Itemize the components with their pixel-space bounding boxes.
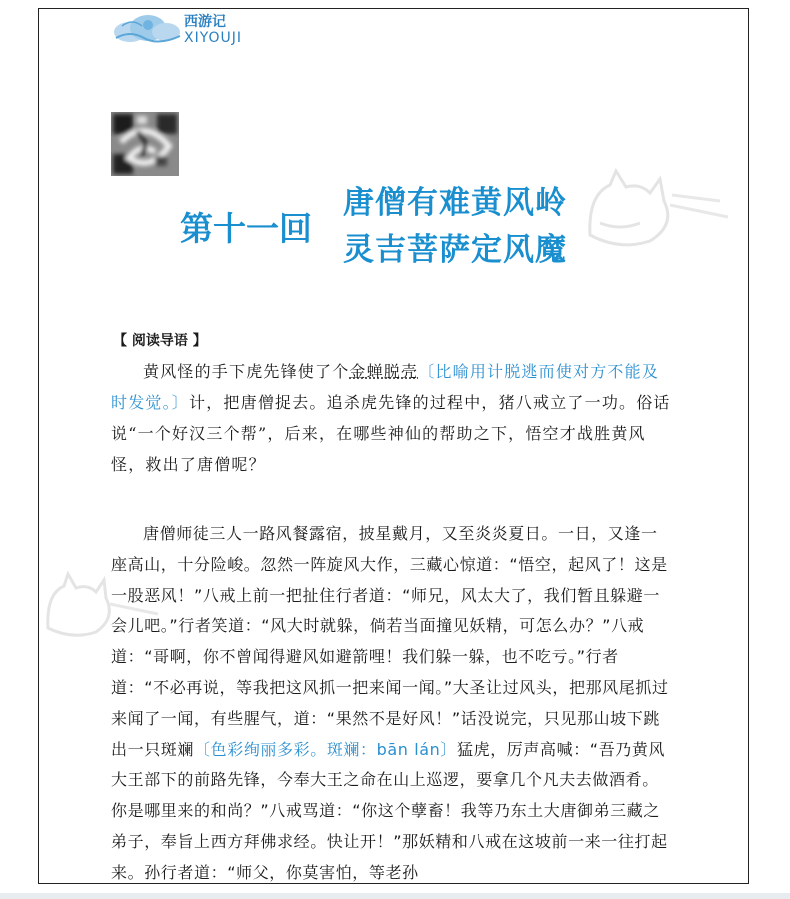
guide-text-1: 黄风怪的手下虎先锋使了个 (143, 362, 350, 381)
reading-guide-paragraph (111, 356, 671, 480)
book-title-cn: 西游记 (184, 14, 226, 30)
watermark-logo (580, 165, 730, 255)
story-annotation: 〔色彩绚丽多彩。斑斓：bān lán〕 (194, 739, 457, 759)
qr-code[interactable] (111, 112, 179, 176)
chapter-title-line-1: 唐僧有难黄风岭 (343, 185, 567, 221)
chapter-title-line-2: 灵吉菩萨定风魔 (343, 232, 567, 268)
story-paragraph (111, 519, 671, 889)
guide-text-2: 计，把唐僧捉去。追杀虎先锋的过程中，猪八戒立了一功。俗话说“一个好汉三个帮”，后来，在哪些神仙的帮助之下，悟空才战胜黄风怪，救出了唐僧呢？ (111, 393, 671, 474)
book-title-en: XIYOUJI (184, 30, 243, 46)
bottom-bar (0, 893, 790, 899)
story-text-2: 猛虎，厉声高喊：“吾乃黄风大王部下的前路先锋，今奉大王之命在山上巡逻，要拿几个凡夫去做酒肴。你是哪里来的和尚？”八戒骂道：“你这个孽畜！我等乃东土大唐御弟三藏之弟子，奉旨上西方拜佛求经。快让开！”那妖精和八戒在这坡前一来一往打起来。孙行者道：“师父，你莫害怕，等老孙 (111, 739, 668, 882)
header-logo (110, 10, 185, 48)
guide-term: 金蝉脱壳 (349, 362, 419, 381)
chapter-number: 第十一回 (180, 209, 312, 248)
story-text-1: 唐僧师徒三人一路风餐露宿，披星戴月，又至炎炎夏日。一日，又逢一座高山，十分险峻。忽然一阵旋风大作，三藏心惊道：“悟空，起风了！这是一股恶风！”八戒上前一把扯住行者道：“师兄，风太大了，我们暂且躲避一会儿吧。”行者笑道：“风大时就躲，倘若当面撞见妖精，可怎么办？”八戒道：“哥啊，你不曾闻得避风如避箭哩！我们躲一躲，也不吃亏。”行者道：“不必再说，等我把这风抓一把来闻一闻。”大圣让过风头，把那风尾抓过来闻了一闻，有些腥气，道：“果然不是好风！”话没说完，只见那山坡下跳出一只斑斓 (111, 524, 669, 759)
reading-guide-heading: 【 阅读导语 】 (113, 333, 207, 349)
guide-annotation: 〔比喻用计脱逃而使对方不能及时发觉。〕 (111, 362, 660, 412)
